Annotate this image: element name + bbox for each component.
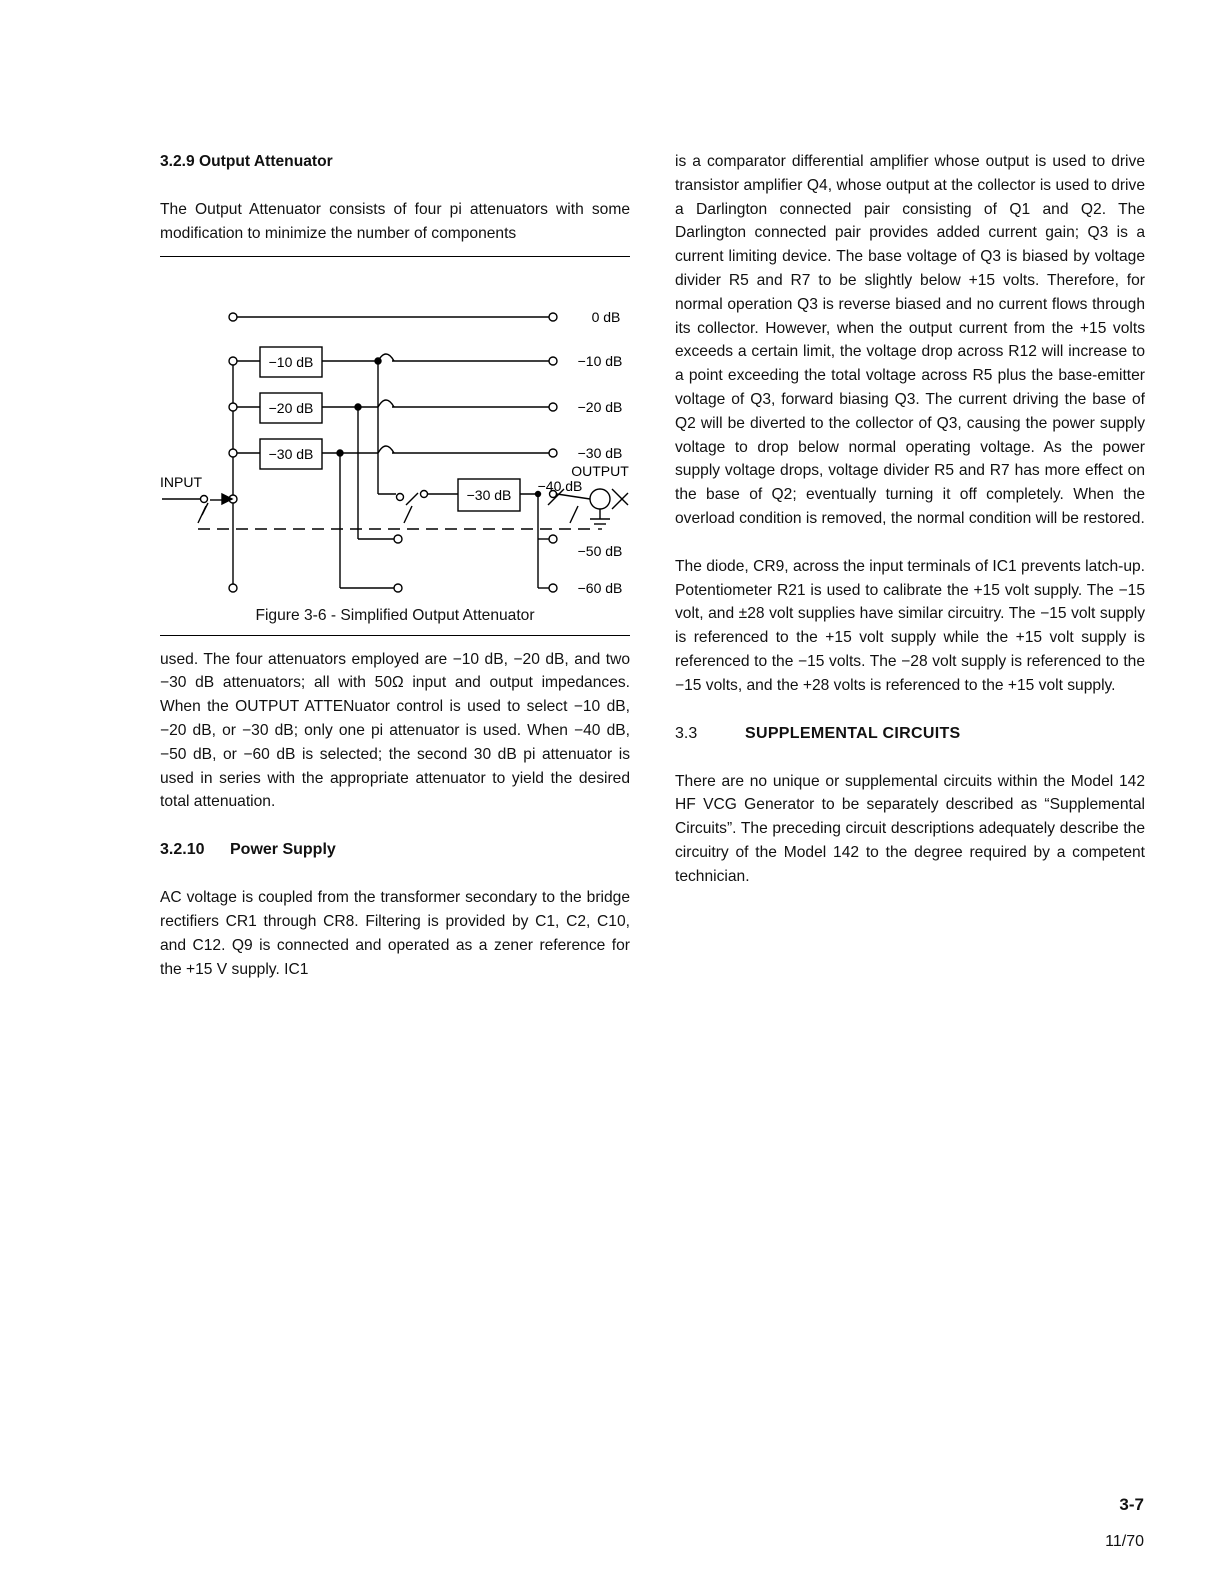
subsection-title: Power Supply <box>230 841 336 859</box>
diode-paragraph: The diode, CR9, across the input terminals of IC1 prevents latch-up. Potentiometer R21 is used to calibrate the +15 volt supply. The −15 volt, and ±28 volt supplies have similar circuitry. The −15 volt supply is referenced to the +15 volt supply while the +15 volt supply is referenced to the −15 volts. The −28 volt supply is referenced to the −15 volts, and the +28 volts is referenced to the +15 volt supply. <box>675 557 1145 694</box>
output-connector <box>590 489 610 509</box>
figure-bottom-rule <box>160 635 630 636</box>
section-number: 3.3 <box>675 724 698 742</box>
right-column <box>675 150 1145 889</box>
section-title: SUPPLEMENTAL CIRCUITS <box>745 724 961 742</box>
supplemental-paragraph: There are no unique or supplemental circuits within the Model 142 HF VCG Generator to be separately described as “Supplemental Circuits”. The preceding circuit descriptions adequately describe the circuitry of the Model 142 to the degree required by a competent technician. <box>675 772 1145 885</box>
terminal-bottom <box>229 584 237 592</box>
box-label-30db-b: −30 dB <box>466 486 512 503</box>
box-label-30db-a: −30 dB <box>268 445 314 462</box>
label-output: OUTPUT <box>571 462 629 479</box>
page-number: 3-7 <box>1119 1495 1144 1514</box>
left-column <box>160 150 630 981</box>
ac-voltage-paragraph: AC voltage is coupled from the transformer secondary to the bridge rectifiers CR1 through CR8. Filtering is provided by C1, C2, C10, and C12. Q9 is connected and operated as a zener reference for the +15 V supply. IC1 <box>160 889 630 978</box>
label-20db: −20 dB <box>577 398 623 415</box>
terminal-0db <box>549 313 557 321</box>
label-10db: −10 dB <box>577 352 623 369</box>
attenuator-schematic <box>160 279 630 601</box>
section-heading-output-attenuator: 3.2.9 Output Attenuator <box>160 153 333 170</box>
box-label-20db: −20 dB <box>268 399 314 416</box>
label-50db: −50 dB <box>577 542 623 559</box>
terminal-input-0 <box>229 313 237 321</box>
attenuators-paragraph: used. The four attenuators employed are −10 dB, −20 dB, and two −30 dB attenuators; all with 50Ω input and output impedances. When the OUTPUT ATTENuator control is used to select −10 dB, −20 dB, or −30 dB; only one pi attenuator is used. When −40 dB, −50 dB, or −60 dB is selected; the second 30 dB pi attenuator is used in series with the appropriate attenuator to yield the desired total attenuation. <box>160 650 630 811</box>
label-0db: 0 dB <box>591 308 621 325</box>
box-label-10db: −10 dB <box>268 353 314 370</box>
subsection-number: 3.2.10 <box>160 841 205 859</box>
label-40db: −40 dB <box>537 477 583 494</box>
intro-paragraph: The Output Attenuator consists of four pi attenuators with some modification to minimize the number of components <box>160 201 630 242</box>
figure-top-rule <box>160 256 630 257</box>
label-30db: −30 dB <box>577 444 623 461</box>
label-60db: −60 dB <box>577 579 623 596</box>
comparator-paragraph: is a comparator differential amplifier whose output is used to drive transistor amplifier Q4, whose output at the collector is used to drive a Darlington connected pair consisting of Q1 and Q2. The Darlington connected pair provides added current gain; Q3 is a current limiting device. The base voltage of Q3 is biased by voltage divider R5 and R7 to be slightly below +15 volts. Therefore, for normal operation Q3 is reverse biased and no current flows through its collector. However, when the output current from the +15 volts exceeds a certain limit, the voltage drop across R12 will increase to a point exceeding the total voltage across R5 plus the base-emitter voltage of Q3, forward biasing Q3. The current driving the base of Q2 will be diverted to the collector of Q3, causing the power supply voltage to drop below normal operating voltage. As the power supply voltage drops, voltage divider R5 and R7 has more effect on the base of Q2; eventually turning it off completely. When the overload condition is removed, the normal condition will be restored. <box>675 153 1145 527</box>
subsection-heading-power-supply <box>160 838 630 862</box>
page-date: 11/70 <box>1105 1533 1144 1550</box>
figure-caption: Figure 3-6 - Simplified Output Attenuator <box>255 606 535 624</box>
attenuator-figure <box>160 279 630 601</box>
section-heading-supplemental <box>675 722 1145 746</box>
label-input: INPUT <box>160 473 202 490</box>
